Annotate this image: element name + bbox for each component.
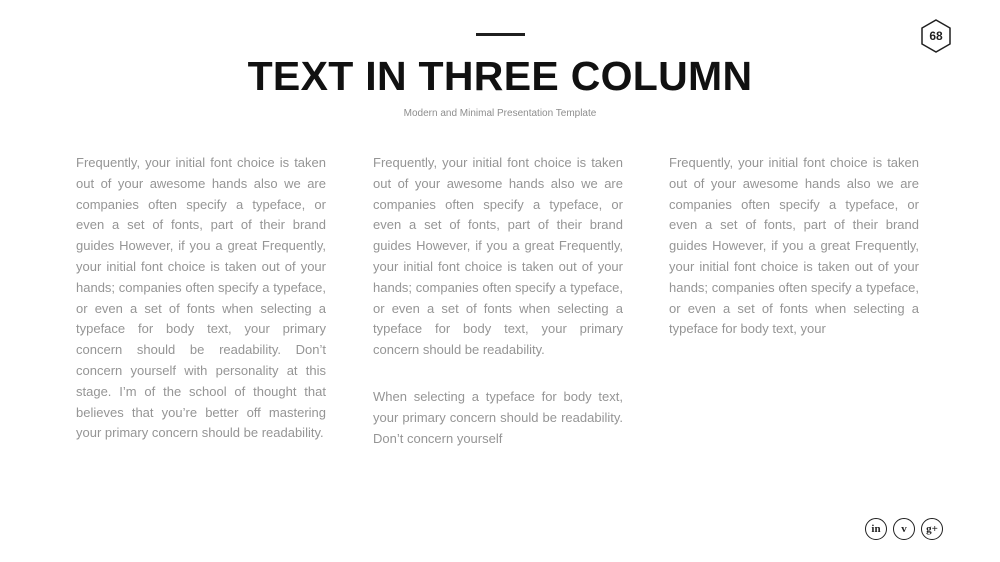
- title-accent-rule: [476, 33, 525, 36]
- slide-subtitle: Modern and Minimal Presentation Template: [403, 108, 597, 119]
- column-paragraph: Frequently, your initial font choice is taken out of your awesome hands also we are companies often specify a typeface, or even a set of fonts, part of their brand guides However, if you a great Frequently, your initial font choice is taken out of your hands; companies often specify a typeface, or even a set of fonts when selecting a typeface for body text, your primary concern should be readability.: [373, 155, 623, 358]
- slide-title: TEXT IN THREE COLUMN: [247, 53, 753, 99]
- page-number: 68: [929, 29, 943, 43]
- vimeo-icon[interactable]: v: [893, 518, 915, 540]
- column-paragraph: Frequently, your initial font choice is taken out of your awesome hands also we are companies often specify a typeface, or even a set of fonts, part of their brand guides However, if you a great Frequently, your initial font choice is taken out of your hands; companies often specify a typeface, or even a set of fonts when selecting a typeface for body text, your primary concern should be readability. Don’t concern yourself with personality at this stage. I’m of the school of thought that believes that you’re better off mastering your primary concern should be readability.: [76, 155, 326, 441]
- text-column-2: [373, 153, 623, 449]
- social-links: [865, 518, 949, 542]
- text-column-1: [76, 153, 326, 444]
- column-paragraph: Frequently, your initial font choice is taken out of your awesome hands also we are companies often specify a typeface, or even a set of fonts, part of their brand guides However, if you a great Frequently, your initial font choice is taken out of your hands; companies often specify a typeface, or even a set of fonts when selecting a typeface for body text, your: [669, 155, 919, 337]
- text-column-3: [669, 153, 919, 340]
- linkedin-icon[interactable]: in: [865, 518, 887, 540]
- column-paragraph: When selecting a typeface for body text, your primary concern should be readability. Don’t concern yourself: [373, 388, 623, 446]
- google-plus-icon[interactable]: g+: [921, 518, 943, 540]
